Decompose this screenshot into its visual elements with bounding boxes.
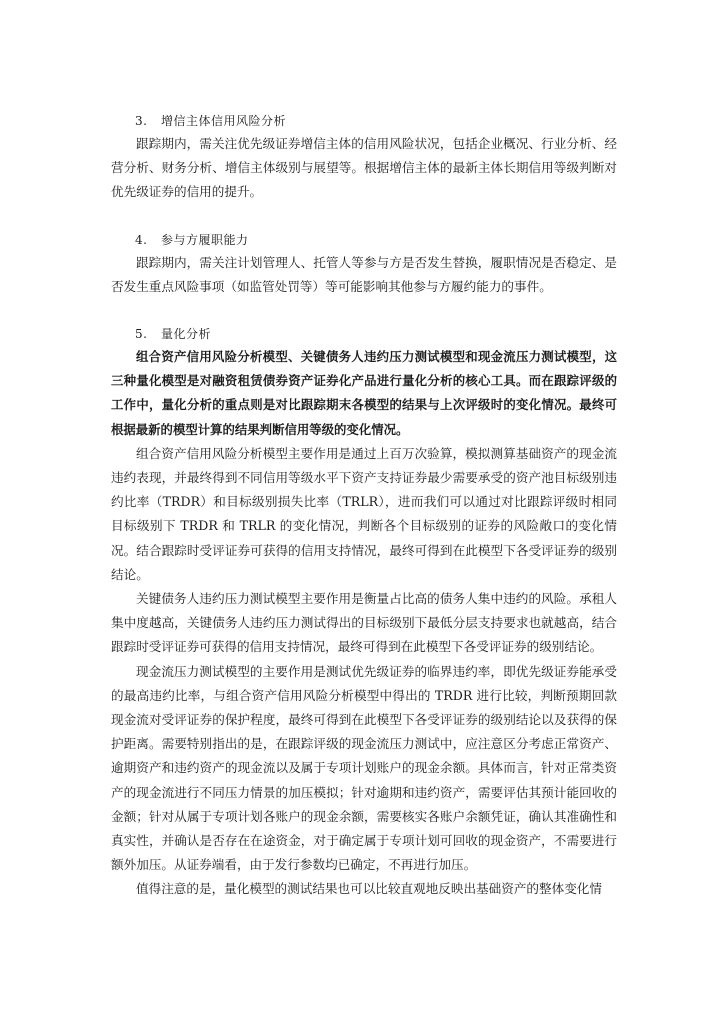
document-page xyxy=(111,110,617,902)
section-number: 4. xyxy=(135,232,148,247)
bold-summary-paragraph: 组合资产信用风险分析模型、关键债务人违约压力测试模型和现金流压力测试模型，这三种量化模型是对融资租赁债券资产证券化产品进行量化分析的核心工具。而在跟踪评级的工作中，量化分析的重点则是对比跟踪期末各模型的结果与上次评级时的变化情况。最终可根据最新的模型计算的结果判断信用等级的变化情况。 xyxy=(111,349,617,437)
paragraph: 跟踪期内，需关注优先级证券增信主体的信用风险状况，包括企业概况、行业分析、经营分析、财务分析、增信主体级别与展望等。根据增信主体的最新主体长期信用等级判断对优先级证券的信用的提升。 xyxy=(111,136,617,200)
paragraph: 关键债务人违约压力测试模型主要作用是衡量占比高的债务人集中违约的风险。承租人集中度越高，关键债务人违约压力测试得出的目标级别下最低分层支持要求也就越高，结合跟踪时受评证券可获得的信用支持情况，最终可得到在此模型下各受评证券的级别结论。 xyxy=(111,591,617,655)
paragraph: 值得注意的是，量化模型的测试结果也可以比较直观地反映出基础资产的整体变化情 xyxy=(136,881,602,897)
paragraph: 组合资产信用风险分析模型主要作用是通过上百万次验算，模拟测算基础资产的现金流违约表现，并最终得到不同信用等级水平下资产支持证券最少需要承受的资产池目标级别违约比率（TRDR）和目标级别损失比率（TRLR），进而我们可以通过对比跟踪评级时相同目标级别下 TRDR 和 TRLR 的变化情况，判断各个目标级别的证券的风险敞口的变化情况。结合跟踪时受评证券可获得的信用支持情况，最终可得到在此模型下各受评证券的级别结论。 xyxy=(111,445,617,582)
section-heading xyxy=(111,110,617,132)
section-number: 3. xyxy=(135,114,148,128)
section-title: 量化分析 xyxy=(161,327,212,342)
section-heading xyxy=(111,229,617,251)
section-title: 增信主体信用风险分析 xyxy=(161,114,287,128)
section-credit-enhancer-risk xyxy=(111,110,617,205)
paragraph: 现金流压力测试模型的主要作用是测试优先级证券的临界违约率，即优先级证券能承受的最高违约比率，与组合资产信用风险分析模型中得出的 TRDR 进行比较，判断预期回款现金流对受评证券的保护程度，最终可得到在此模型下各受评证券的级别结论以及获得的保护距离。需要特别指出的是，在跟踪评级的现金流压力测试中，应注意区分考虑正常资产、逾期资产和违约资产的现金流以及属于专项计划账户的现金余额。具体而言，针对正常类资产的现金流进行不同压力情景的加压模拟；针对逾期和违约资产，需要评估其预计能回收的金额；针对从属于专项计划各账户的现金余额，需要核实各账户余额凭证，确认其准确性和真实性，并确认是否存在在途资金，对于确定属于专项计划可回收的现金资产，不需要进行额外加压。从证券端看，由于发行参数均已确定，不再进行加压。 xyxy=(111,663,617,873)
section-title: 参与方履职能力 xyxy=(161,232,249,247)
section-quantitative-analysis xyxy=(111,323,617,902)
section-heading xyxy=(111,323,617,345)
paragraph: 跟踪期内，需关注计划管理人、托管人等参与方是否发生替换，履职情况是否稳定、是否发生重点风险事项（如监管处罚等）等可能影响其他参与方履约能力的事件。 xyxy=(111,254,617,294)
section-participant-capability xyxy=(111,229,617,299)
section-number: 5. xyxy=(135,327,148,342)
